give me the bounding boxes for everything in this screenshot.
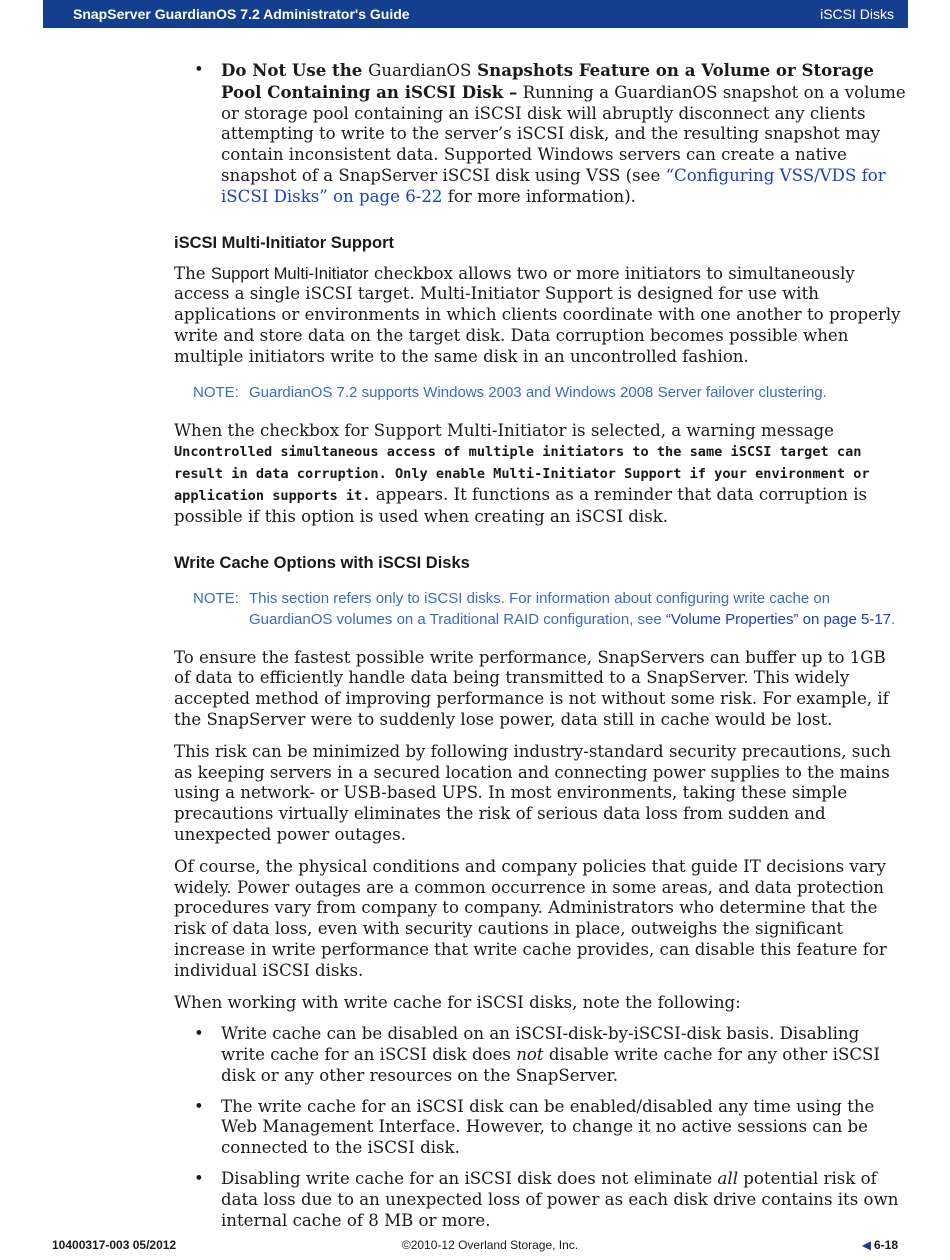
page-footer: [0, 1236, 950, 1256]
note-label: NOTE:: [193, 383, 239, 401]
page-content: [174, 60, 906, 1241]
page-header: [43, 0, 908, 28]
document-id: 10400317-003 05/2012: [52, 1238, 177, 1252]
bullet-plain-term: GuardianOS: [368, 61, 472, 80]
vss-vds-link[interactable]: “Configuring VSS/VDS for iSCSI Disks” on page 6-22: [221, 165, 886, 206]
write-cache-bullet-2: [174, 1097, 906, 1159]
support-multi-initiator-term: Support Multi-Initiator: [210, 263, 369, 283]
page-number-block: [862, 1238, 898, 1252]
b3-post: potential risk of data loss due to an unexpected loss of power as each disk drive contains its own internal cache of 8 MB or more.: [221, 1169, 899, 1230]
mi-p1-pre: The: [174, 263, 211, 283]
bullet-bold-lead: Do Not Use the: [221, 60, 369, 80]
failover-note: [174, 382, 906, 403]
write-cache-paragraph-1: To ensure the fastest possible write performance, SnapServers can buffer up to 1GB of data to efficiently handle data being transmitted to a SnapServer. This widely accepted method of improving performance is not without some risk. For example, if the SnapServer were to suddenly lose power, data still in cache would be lost.: [174, 647, 889, 729]
write-cache-heading: Write Cache Options with iSCSI Disks: [174, 553, 470, 572]
header-section: iSCSI Disks: [820, 6, 894, 22]
bullet-marker: •: [194, 1169, 204, 1189]
bullet-marker: •: [194, 60, 204, 79]
note-label: NOTE:: [193, 589, 239, 607]
warning-message-paragraph: [174, 421, 906, 528]
b2-text: The write cache for an iSCSI disk can be enabled/disabled any time using the Web Management Interface. However, to change it no active sessions can be connected to the iSCSI disk.: [221, 1096, 875, 1158]
bullet-text: Running a GuardianOS snapshot on a volume or storage pool containing an iSCSI disk will abruptly disconnect any clients attempting to write to the server’s iSCSI disk, and the resulting snapshot may contain inconsistent data. Supported Windows servers can create a native snapshot of a SnapServer iSCSI disk using VSS (see: [221, 82, 906, 185]
mi-p2-post: appears. It functions as a reminder that data corruption is possible if this option is used when creating an iSCSI disk.: [174, 484, 868, 526]
write-cache-bullet-3: [174, 1169, 906, 1231]
note-text: GuardianOS 7.2 supports Windows 2003 and Windows 2008 Server failover clustering.: [249, 383, 827, 401]
write-cache-paragraph-3: Of course, the physical conditions and company policies that guide IT decisions vary widely. Power outages are a common occurrence in some areas, and data protection procedures vary from company to company. Administrators who determine that the risk of data loss, even with security cautions in place, outweighs the significant increase in write performance that write cache provides, can disable this feature for individual iSCSI disks.: [174, 856, 887, 980]
b3-pre: Disabling write cache for an iSCSI disk does not eliminate: [221, 1169, 718, 1189]
warning-message-text: Uncontrolled simultaneous access of multiple initiators to the same iSCSI target can result in data corruption. Only enable Multi-Initiator Support if your environment or application supports it.: [174, 444, 870, 504]
b1-post: disable write cache for any other iSCSI disk or any other resources on the SnapServer.: [221, 1045, 880, 1085]
write-cache-note: [174, 588, 906, 630]
write-cache-paragraph-2: This risk can be minimized by following industry-standard security precautions, such as keeping servers in a secured location and connecting power supplies to the mains using a network- or USB-based UPS. In most environments, taking these simple precautions virtually eliminates the risk of serious data loss from sudden and unexpected power outages.: [174, 741, 891, 844]
header-title: SnapServer GuardianOS 7.2 Administrator's Guide: [73, 6, 410, 22]
bullet-marker: •: [194, 1024, 204, 1044]
b1-pre: Write cache can be disabled on an iSCSI-disk-by-iSCSI-disk basis. Disabling write cache for an iSCSI disk does: [221, 1024, 860, 1065]
page-number: 6-18: [873, 1238, 898, 1252]
multi-initiator-heading: iSCSI Multi-Initiator Support: [174, 233, 394, 252]
write-cache-bullet-1: [174, 1024, 906, 1086]
bullet-text-after: for more information).: [442, 186, 636, 206]
note-text-after: .: [891, 610, 896, 628]
note-text: This section refers only to iSCSI disks. For information about configuring write cache on GuardianOS volumes on a Traditional RAID configuration, see: [249, 589, 831, 628]
mi-p1-post: checkbox allows two or more initiators to simultaneously access a single iSCSI target. Multi-Initiator Support is designed for use with applications or environments in which clients coordinate with one another to properly write and store data on the target disk. Data corruption becomes possible when multiple initiators write to the same disk in an uncontrolled fashion.: [174, 263, 901, 366]
bullet-marker: •: [194, 1096, 204, 1116]
mi-p2-pre: When the checkbox for Support Multi-Initiator is selected, a warning message: [174, 420, 834, 440]
bullet-bold-title: Snapshots Feature on a Volume or Storage Pool Containing an iSCSI Disk –: [221, 60, 874, 102]
snapshot-warning-bullet: [174, 60, 906, 208]
b3-em: all: [717, 1169, 739, 1189]
multi-initiator-paragraph: [174, 264, 906, 368]
write-cache-paragraph-4: When working with write cache for iSCSI disks, note the following:: [174, 992, 741, 1012]
volume-properties-link[interactable]: “Volume Properties” on page 5-17: [665, 610, 892, 628]
copyright: ©2010-12 Overland Storage, Inc.: [401, 1238, 579, 1252]
b1-em: not: [516, 1045, 544, 1065]
previous-page-icon[interactable]: ◀: [861, 1238, 871, 1252]
